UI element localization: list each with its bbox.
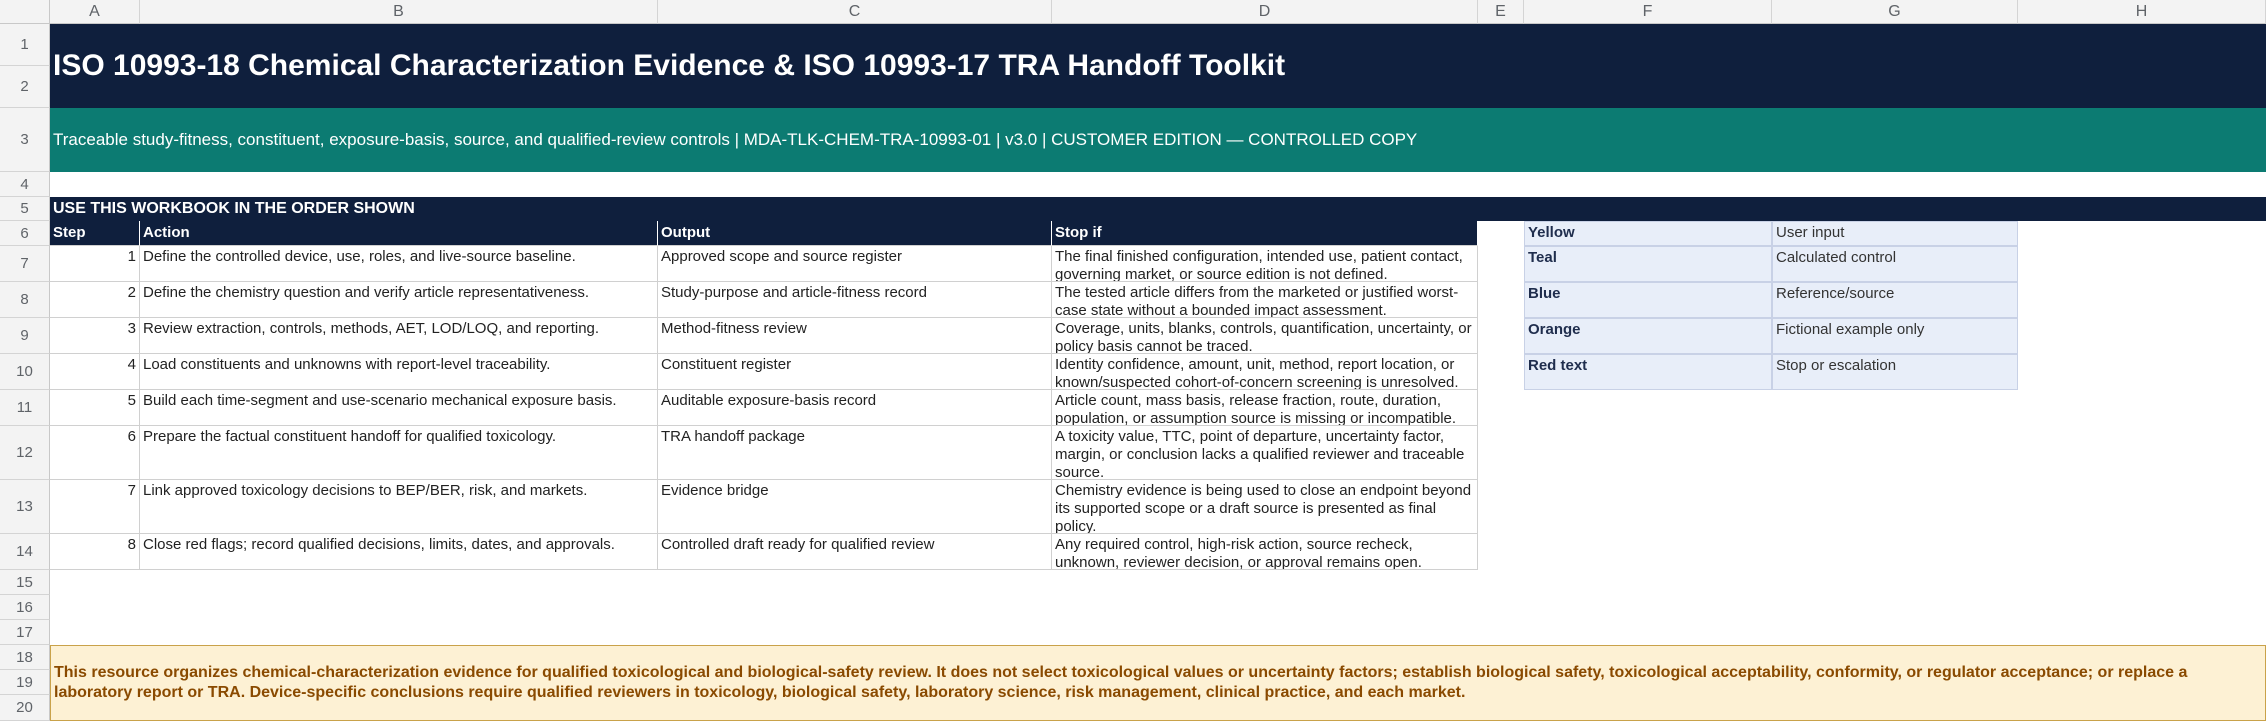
row-header-19[interactable]: 19 — [0, 670, 50, 695]
step-number[interactable]: 6 — [50, 426, 140, 480]
select-all-corner[interactable] — [0, 0, 50, 24]
legend-value-yellow[interactable]: User input — [1772, 221, 2018, 246]
output-cell[interactable]: Approved scope and source register — [658, 246, 1052, 282]
row-header-11[interactable]: 11 — [0, 390, 50, 426]
action-cell[interactable]: Define the controlled device, use, roles, and live-source baseline. — [140, 246, 658, 282]
legend-value-orange[interactable]: Fictional example only — [1772, 318, 2018, 354]
stop-if-cell[interactable]: Any required control, high-risk action, source recheck, unknown, reviewer decision, or approval remains open. — [1052, 534, 1478, 570]
column-header-c[interactable]: C — [658, 0, 1052, 24]
output-cell[interactable]: Controlled draft ready for qualified review — [658, 534, 1052, 570]
row-header-3[interactable]: 3 — [0, 108, 50, 172]
column-header-g[interactable]: G — [1772, 0, 2018, 24]
column-header-f[interactable]: F — [1524, 0, 1772, 24]
legend-value-red-text[interactable]: Stop or escalation — [1772, 354, 2018, 390]
row-header-5[interactable]: 5 — [0, 197, 50, 221]
row-header-4[interactable]: 4 — [0, 172, 50, 197]
row-header-12[interactable]: 12 — [0, 426, 50, 480]
legend-key-blue[interactable]: Blue — [1524, 282, 1772, 318]
row-header-1[interactable]: 1 — [0, 24, 50, 66]
legend-key-teal[interactable]: Teal — [1524, 246, 1772, 282]
action-cell[interactable]: Build each time-segment and use-scenario mechanical exposure basis. — [140, 390, 658, 426]
row-header-15[interactable]: 15 — [0, 570, 50, 595]
row-header-2[interactable]: 2 — [0, 66, 50, 108]
action-cell[interactable]: Prepare the factual constituent handoff for qualified toxicology. — [140, 426, 658, 480]
legend-key-red-text[interactable]: Red text — [1524, 354, 1772, 390]
step-number[interactable]: 4 — [50, 354, 140, 390]
action-cell[interactable]: Review extraction, controls, methods, AET, LOD/LOQ, and reporting. — [140, 318, 658, 354]
disclaimer-notice[interactable]: This resource organizes chemical-characterization evidence for qualified toxicological and biological-safety review. It does not select toxicological values or uncertainty factors; establish biological safety, toxicological acceptability, conformity, or regulator acceptance; or replace a laboratory report or TRA. Device-specific conclusions require qualified reviewers in toxicology, biological safety, laboratory science, risk management, clinical practice, and each market. — [50, 645, 2266, 721]
row-header-16[interactable]: 16 — [0, 595, 50, 620]
section-heading[interactable]: USE THIS WORKBOOK IN THE ORDER SHOWN — [50, 197, 2266, 221]
output-cell[interactable]: Auditable exposure-basis record — [658, 390, 1052, 426]
page-subtitle[interactable]: Traceable study-fitness, constituent, exposure-basis, source, and qualified-review controls | MDA-TLK-CHEM-TRA-10993-01 | v3.0 | CUSTOMER EDITION — CONTROLLED COPY — [50, 108, 2266, 172]
row-header-9[interactable]: 9 — [0, 318, 50, 354]
action-cell[interactable]: Close red flags; record qualified decisions, limits, dates, and approvals. — [140, 534, 658, 570]
output-cell[interactable]: Method-fitness review — [658, 318, 1052, 354]
table-header-output[interactable]: Output — [658, 221, 1052, 246]
output-cell[interactable]: TRA handoff package — [658, 426, 1052, 480]
step-number[interactable]: 2 — [50, 282, 140, 318]
stop-if-cell[interactable]: The tested article differs from the marketed or justified worst-case state without a bounded impact assessment. — [1052, 282, 1478, 318]
column-header-d[interactable]: D — [1052, 0, 1478, 24]
legend-key-yellow[interactable]: Yellow — [1524, 221, 1772, 246]
row-header-20[interactable]: 20 — [0, 695, 50, 721]
stop-if-cell[interactable]: A toxicity value, TTC, point of departure, uncertainty factor, margin, or conclusion lacks a qualified reviewer and traceable source. — [1052, 426, 1478, 480]
table-header-action[interactable]: Action — [140, 221, 658, 246]
action-cell[interactable]: Load constituents and unknowns with report-level traceability. — [140, 354, 658, 390]
table-header-stop-if[interactable]: Stop if — [1052, 221, 1478, 246]
row-header-7[interactable]: 7 — [0, 246, 50, 282]
row-header-10[interactable]: 10 — [0, 354, 50, 390]
legend-value-teal[interactable]: Calculated control — [1772, 246, 2018, 282]
legend-value-blue[interactable]: Reference/source — [1772, 282, 2018, 318]
step-number[interactable]: 7 — [50, 480, 140, 534]
column-header-b[interactable]: B — [140, 0, 658, 24]
column-header-e[interactable]: E — [1478, 0, 1524, 24]
stop-if-cell[interactable]: Identity confidence, amount, unit, method, report location, or known/suspected cohort-of-concern screening is unresolved. — [1052, 354, 1478, 390]
row-header-14[interactable]: 14 — [0, 534, 50, 570]
stop-if-cell[interactable]: Coverage, units, blanks, controls, quantification, uncertainty, or policy basis cannot be traced. — [1052, 318, 1478, 354]
action-cell[interactable]: Define the chemistry question and verify article representativeness. — [140, 282, 658, 318]
step-number[interactable]: 8 — [50, 534, 140, 570]
legend-key-orange[interactable]: Orange — [1524, 318, 1772, 354]
step-number[interactable]: 1 — [50, 246, 140, 282]
stop-if-cell[interactable]: The final finished configuration, intended use, patient contact, governing market, or source edition is not defined. — [1052, 246, 1478, 282]
stop-if-cell[interactable]: Chemistry evidence is being used to close an endpoint beyond its supported scope or a draft source is presented as final policy. — [1052, 480, 1478, 534]
column-header-a[interactable]: A — [50, 0, 140, 24]
step-number[interactable]: 5 — [50, 390, 140, 426]
row-header-13[interactable]: 13 — [0, 480, 50, 534]
output-cell[interactable]: Study-purpose and article-fitness record — [658, 282, 1052, 318]
output-cell[interactable]: Constituent register — [658, 354, 1052, 390]
table-header-step[interactable]: Step — [50, 221, 140, 246]
column-header-h[interactable]: H — [2018, 0, 2266, 24]
step-number[interactable]: 3 — [50, 318, 140, 354]
stop-if-cell[interactable]: Article count, mass basis, release fraction, route, duration, population, or assumption source is missing or incompatible. — [1052, 390, 1478, 426]
output-cell[interactable]: Evidence bridge — [658, 480, 1052, 534]
row-header-17[interactable]: 17 — [0, 620, 50, 645]
action-cell[interactable]: Link approved toxicology decisions to BEP/BER, risk, and markets. — [140, 480, 658, 534]
page-title[interactable]: ISO 10993-18 Chemical Characterization Evidence & ISO 10993-17 TRA Handoff Toolkit — [50, 24, 2266, 108]
row-header-6[interactable]: 6 — [0, 221, 50, 246]
row-header-18[interactable]: 18 — [0, 645, 50, 670]
row-header-8[interactable]: 8 — [0, 282, 50, 318]
